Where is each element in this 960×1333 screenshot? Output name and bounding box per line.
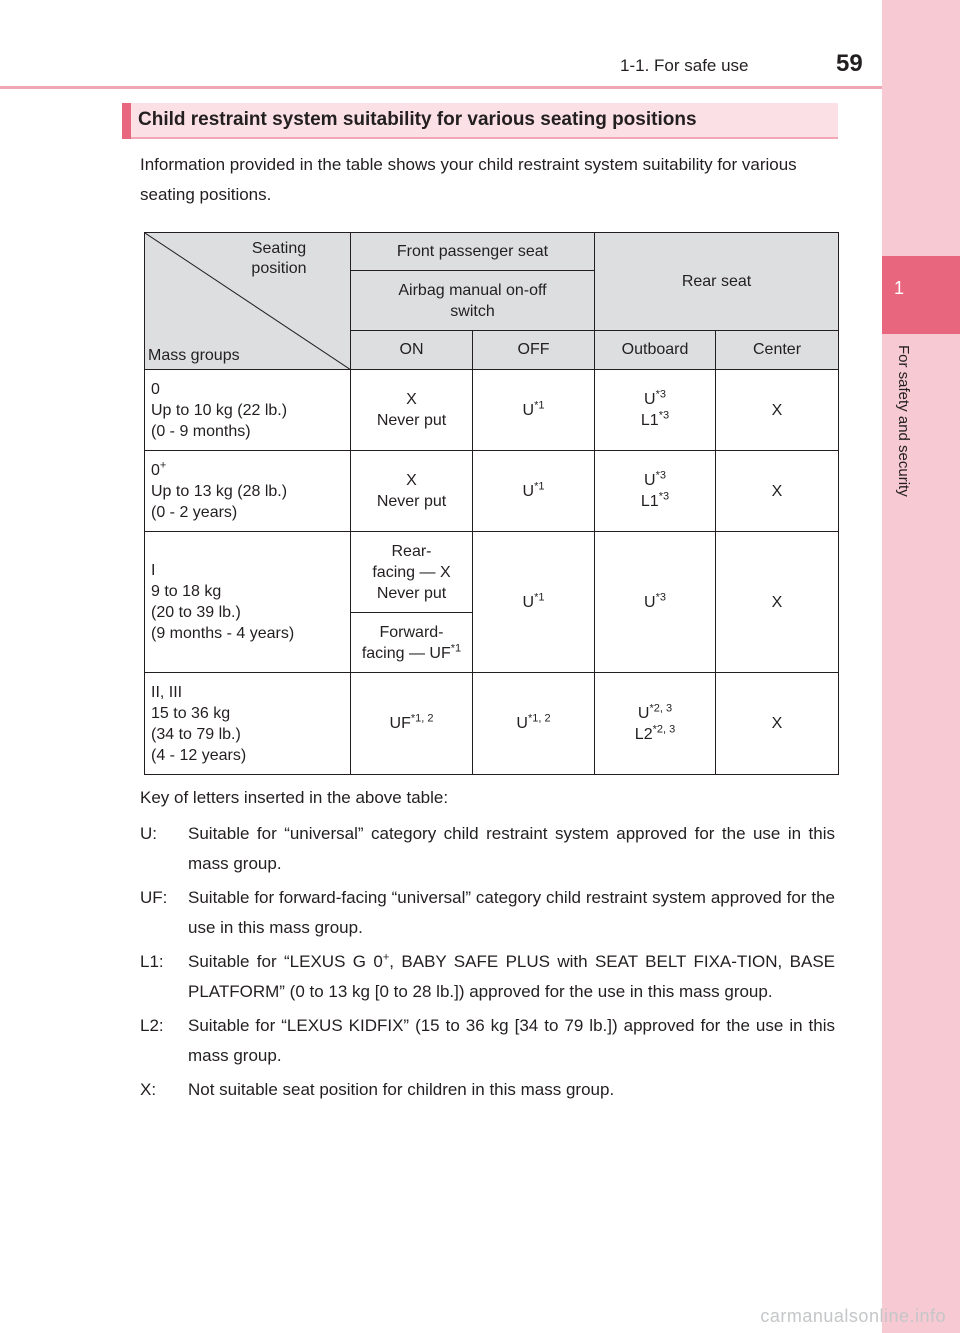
col-header-off: OFF [473, 331, 595, 370]
center-cell: X [716, 532, 839, 673]
intro-paragraph: Information provided in the table shows your child restraint system suitability for various seating positions. [140, 155, 797, 204]
footnote-ref: *2, 3 [649, 702, 673, 715]
footnote-ref: *1 [450, 642, 462, 655]
key-item [140, 883, 835, 942]
mass-group-cell [145, 370, 351, 451]
cell-value: U [644, 391, 656, 408]
mass-group-cell [145, 673, 351, 775]
suitability-table [144, 232, 839, 775]
col-header-on: ON [351, 331, 473, 370]
footnote-ref: *2, 3 [652, 723, 676, 736]
key-item [140, 1075, 835, 1105]
outboard-cell [595, 451, 716, 532]
key-item [140, 819, 835, 878]
mass-group-id: I [151, 562, 156, 579]
section-title-accent [122, 103, 131, 139]
age-range: (0 - 9 months) [151, 422, 251, 440]
mass-range: Up to 13 kg (28 lb.) [151, 482, 288, 500]
center-cell: X [716, 370, 839, 451]
mass-group-id: 0 [151, 461, 160, 479]
table-row [145, 673, 839, 775]
off-cell [473, 673, 595, 775]
rear-seat-header: Rear seat [595, 233, 839, 331]
key-text-part: Suitable for “LEXUS G 0 [188, 952, 383, 971]
mass-group-cell [145, 451, 351, 532]
key-code: L1: [140, 952, 164, 971]
col-header-outboard: Outboard [595, 331, 716, 370]
footnote-ref: *1 [534, 399, 545, 412]
section-title: Child restraint system suitability for various seating positions [138, 109, 697, 130]
on-forward-facing-cell [351, 613, 473, 673]
cell-value: U [522, 401, 535, 419]
footnote-ref: *3 [655, 591, 666, 604]
cell-value: L1 [640, 412, 659, 429]
superscript: + [159, 459, 167, 472]
cell-value: U [644, 593, 656, 611]
table-row [145, 451, 839, 532]
mass-range-lb: (34 to 79 lb.) [151, 725, 241, 743]
center-cell: X [716, 451, 839, 532]
key-text: Suitable for “universal” category child restraint system approved for the use in this mass group. [188, 824, 835, 873]
cell-note: Never put [376, 584, 447, 602]
key-code: L2: [140, 1016, 164, 1035]
cell-note: Never put [376, 493, 447, 510]
key-text-part: , BABY SAFE PLUS with SEAT BELT FIXA-TION, BASE PLATFORM” (0 to 13 kg [0 to 28 lb.]) approved for the use in this mass group. [188, 952, 835, 1001]
table-row [145, 370, 839, 451]
side-strip [882, 0, 960, 1333]
mass-group-id: II, III [151, 683, 183, 701]
cell-value: L2 [634, 725, 653, 743]
airbag-switch-header: Airbag manual on-off switch [351, 271, 595, 331]
off-cell [473, 451, 595, 532]
footnote-ref: *3 [658, 490, 670, 503]
cell-value: L1 [640, 493, 659, 510]
letter-key-section [140, 783, 835, 1110]
key-code: UF: [140, 888, 168, 907]
cell-value: U [522, 593, 535, 611]
outboard-cell [595, 370, 716, 451]
cell-value: U [644, 472, 656, 489]
footnote-ref: *1 [534, 480, 545, 493]
outboard-cell [595, 673, 716, 775]
footnote-ref: *1 [534, 591, 545, 604]
chapter-number: 1 [893, 278, 904, 298]
footnote-ref: *1, 2 [410, 712, 434, 725]
key-code: X: [140, 1080, 157, 1099]
key-text: Suitable for “LEXUS KIDFIX” (15 to 36 kg [34 to 79 lb.]) approved for the use in this mass group. [188, 1016, 835, 1065]
mass-groups-label: Mass groups [148, 347, 240, 364]
footnote-ref: *3 [655, 388, 666, 401]
age-range: (0 - 2 years) [151, 503, 238, 521]
cell-value: X [406, 391, 417, 408]
mass-range: Up to 10 kg (22 lb.) [151, 401, 288, 419]
mass-range: 9 to 18 kg [151, 583, 222, 600]
footnote-ref: *1, 2 [527, 712, 551, 725]
key-code: U: [140, 824, 157, 843]
mass-group-id: 0 [151, 380, 160, 398]
col-header-center: Center [716, 331, 839, 370]
cell-note: Never put [376, 412, 447, 429]
superscript: + [382, 951, 390, 964]
header-rule [0, 86, 882, 89]
cell-value: U [516, 715, 528, 732]
page-number: 59 [836, 50, 863, 77]
cell-value: U [522, 482, 535, 500]
footnote-ref: *3 [658, 409, 670, 422]
age-range: (4 - 12 years) [151, 746, 247, 764]
chapter-title: For safety and security [895, 345, 912, 497]
on-cell [351, 451, 473, 532]
seating-position-label: Seating position [251, 240, 307, 277]
outboard-cell [595, 532, 716, 673]
table-row [145, 532, 839, 613]
key-item [140, 1011, 835, 1070]
cell-value: facing — UF [361, 644, 451, 662]
key-item [140, 947, 835, 1006]
table-corner-cell [145, 233, 351, 370]
cell-value: UF [389, 715, 411, 732]
front-passenger-header: Front passenger seat [351, 233, 595, 271]
off-cell [473, 532, 595, 673]
mass-range: 15 to 36 kg [151, 704, 231, 722]
footnote-ref: *3 [655, 469, 666, 482]
on-cell [351, 673, 473, 775]
on-rear-facing-cell [351, 532, 473, 613]
key-intro: Key of letters inserted in the above table: [140, 788, 449, 807]
on-cell [351, 370, 473, 451]
cell-value: X [406, 472, 417, 489]
mass-group-cell [145, 532, 351, 673]
cell-value: Forward- [379, 623, 444, 641]
off-cell [473, 370, 595, 451]
mass-range-lb: (20 to 39 lb.) [151, 604, 241, 621]
cell-value: facing — X [372, 563, 451, 581]
key-text [188, 947, 835, 1006]
header-section-title: 1-1. For safe use [620, 56, 749, 75]
key-text: Not suitable seat position for children in this mass group. [188, 1080, 615, 1099]
cell-value: U [637, 704, 650, 722]
center-cell: X [716, 673, 839, 775]
watermark: carmanualsonline.info [760, 1306, 946, 1326]
cell-value: Rear- [391, 542, 432, 560]
key-text: Suitable for forward-facing “universal” category child restraint system approved for the use in this mass group. [188, 888, 835, 937]
age-range: (9 months - 4 years) [151, 625, 295, 642]
